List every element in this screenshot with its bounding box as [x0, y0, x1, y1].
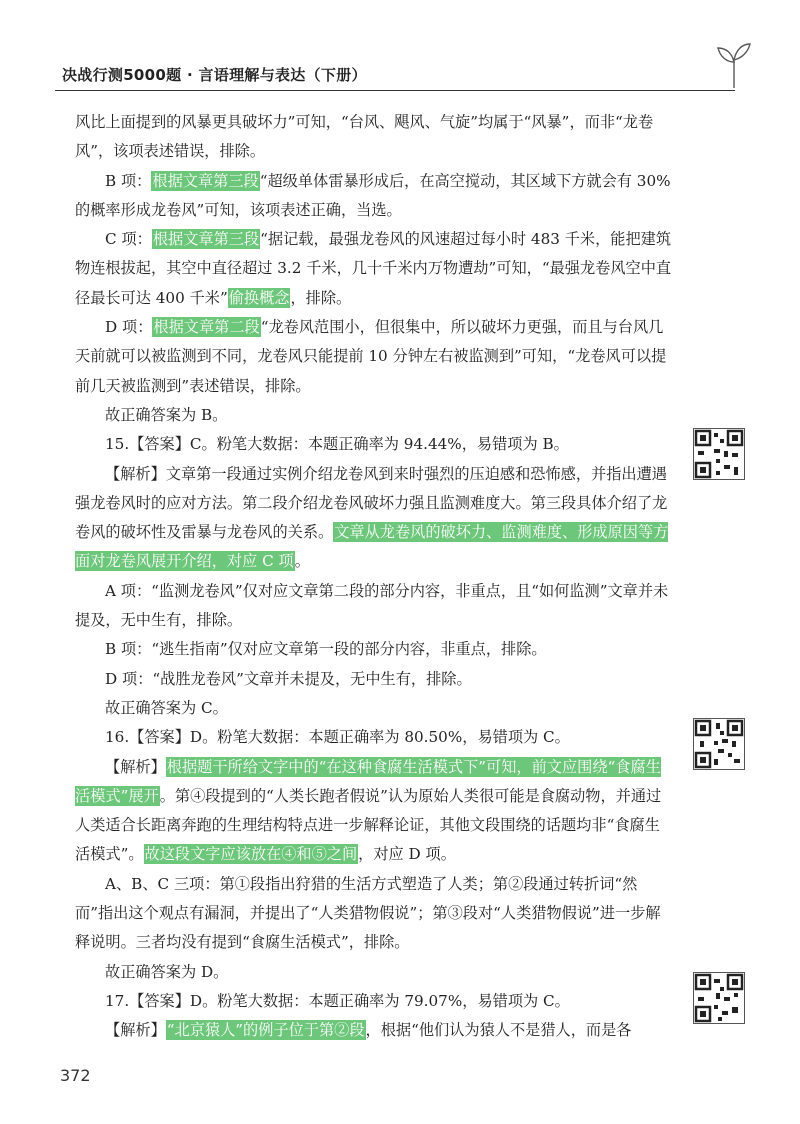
- text-segment: B 项：“逃生指南”仅对应文章第一段的部分内容，非重点，排除。: [105, 640, 547, 659]
- text-segment: 17.【答案】D。粉笔大数据：本题正确率为 79.07%，易错项为 C。: [105, 991, 570, 1010]
- text-segment: ，根据“他们认为猿人不是猎人，而是各: [365, 1021, 632, 1040]
- text-segment: 【解析】文章第一段通过实例介绍龙卷风到来时强烈的压迫感和恐怖感，并指出遭遇强龙卷风时的应对方法。第二段介绍龙卷风破坏力强且监测难度大。第三段具体介绍了龙卷风的破坏性及雷暴与龙卷风的关系。: [75, 464, 668, 542]
- paragraph: [75, 167, 675, 226]
- text-segment: ，对应 D 项。: [358, 845, 456, 864]
- paragraph: [75, 694, 675, 723]
- qr-code-icon: [693, 972, 745, 1024]
- text-segment: C 项：: [105, 230, 152, 249]
- paragraph: [75, 987, 675, 1016]
- text-segment: D 项：“战胜龙卷风”文章并未提及，无中生有，排除。: [105, 669, 472, 688]
- text-segment: “据记载，最强龙卷风的风速超过每小时 483 千米，能把建筑物连根拔起，其空中直径超过 3.2 千米，几十千米内万物遭劫”可知，“最强龙卷风空中直径最长可达 400 千米”: [75, 230, 672, 307]
- text-segment: “龙卷风范围小，但很集中，所以破坏力更强，而且与台风几天前就可以被监测到不同，龙卷风只能提前 10 分钟左右被监测到”可知，“龙卷风可以提前几天被监测到”表述错误，排除。: [75, 318, 667, 395]
- qr-code-icon: [693, 718, 745, 770]
- running-header: 决战行测5000题 · 言语理解与表达（下册）: [62, 66, 367, 84]
- text-segment: ，排除。: [290, 288, 352, 307]
- paragraph: [75, 665, 675, 694]
- text-segment: D 项：: [105, 318, 153, 337]
- paragraph: [75, 401, 675, 430]
- highlighted-text: “北京猿人”的例子位于第②段: [166, 1021, 365, 1040]
- text-segment: B 项：: [105, 171, 152, 190]
- text-segment: A 项：“监测龙卷风”仅对应文章第二段的部分内容，非重点，且“如何监测”文章并未提及，无中生有，排除。: [75, 581, 669, 630]
- paragraph: [75, 958, 675, 987]
- header-rule: [55, 90, 735, 91]
- highlighted-text: 根据文章第三段: [152, 171, 259, 190]
- highlighted-text: 故这段文字应该放在④和⑤之间: [144, 845, 358, 864]
- qr-code-icon: [693, 428, 745, 480]
- article-body: [75, 108, 675, 1046]
- paragraph: [75, 108, 675, 167]
- text-segment: 。第④段提到的“人类长跑者假说”认为原始人类很可能是食腐动物，并通过人类适合长距离奔跑的生理结构特点进一步解释论证，其他文段围绕的话题均非“食腐生活模式”。: [75, 786, 662, 864]
- paragraph: [75, 225, 675, 313]
- text-segment: 故正确答案为 C。: [105, 698, 228, 717]
- text-segment: 【解析】: [105, 757, 166, 776]
- highlighted-text: 偷换概念: [228, 288, 290, 307]
- text-segment: 15.【答案】C。粉笔大数据：本题正确率为 94.44%，易错项为 B。: [105, 435, 569, 454]
- text-segment: 故正确答案为 D。: [105, 962, 229, 981]
- paragraph: [75, 753, 675, 870]
- text-segment: A、B、C 三项：第①段指出狩猎的生活方式塑造了人类；第②段通过转折词“然而”指出这个观点有漏洞，并提出了“人类猎物假说”；第③段对“人类猎物假说”进一步解释说明。三者均没有提到“食腐生活模式”，排除。: [75, 874, 661, 952]
- text-segment: 16.【答案】D。粉笔大数据：本题正确率为 80.50%，易错项为 C。: [105, 728, 570, 747]
- highlighted-text: 根据文章第二段: [153, 318, 260, 337]
- page-number: 372: [60, 1066, 91, 1085]
- highlighted-text: 根据文章第三段: [152, 230, 260, 249]
- text-segment: 。: [294, 552, 310, 571]
- text-segment: 风比上面提到的风暴更具破坏力”可知，“台风、飓风、气旋”均属于“风暴”，而非“龙卷风”，该项表述错误，排除。: [75, 113, 654, 161]
- paragraph: [75, 430, 675, 459]
- text-segment: 故正确答案为 B。: [105, 405, 228, 424]
- highlighted-text: 文章从龙卷风的破坏力、监测难度、形成原因等方面对龙卷风展开介绍，对应 C 项: [75, 523, 669, 571]
- sprout-icon: [712, 40, 756, 90]
- paragraph: [75, 1016, 675, 1045]
- paragraph: [75, 635, 675, 664]
- paragraph: [75, 577, 675, 636]
- paragraph: [75, 723, 675, 752]
- highlighted-text: 根据题干所给文字中的“在这种食腐生活模式下”可知，前文应围绕“食腐生活模式”展开: [75, 757, 661, 805]
- paragraph: [75, 870, 675, 958]
- text-segment: “超级单体雷暴形成后，在高空搅动，其区域下方就会有 30% 的概率形成龙卷风”可知，该项表述正确，当选。: [75, 171, 671, 219]
- text-segment: 【解析】: [105, 1021, 166, 1040]
- paragraph: [75, 313, 675, 401]
- paragraph: [75, 460, 675, 577]
